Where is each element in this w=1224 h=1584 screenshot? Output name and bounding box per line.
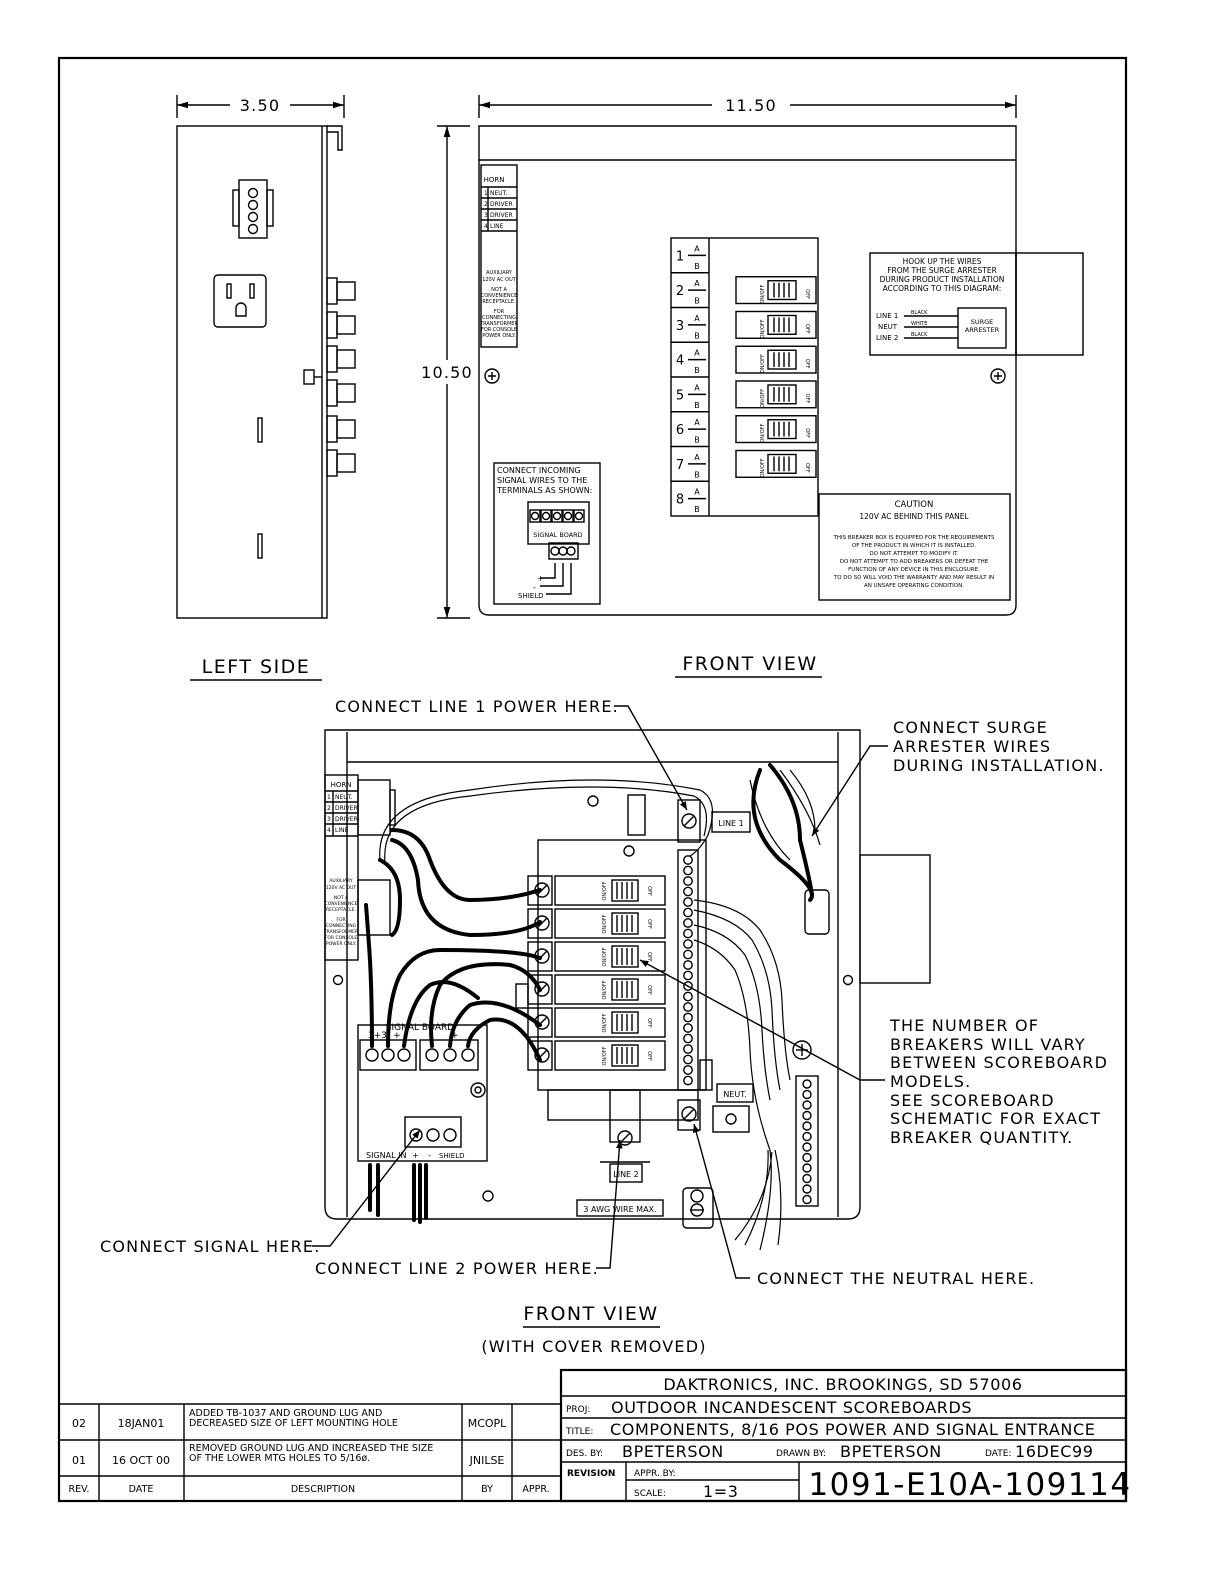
svg-text:DURING INSTALLATION.: DURING INSTALLATION. (893, 756, 1105, 775)
bus-terminal (684, 940, 692, 948)
side-knockouts (327, 278, 355, 476)
svg-text:HOOK UP THE WIRES: HOOK UP THE WIRES (902, 257, 982, 266)
pole-b-label: B (694, 400, 700, 410)
svg-text:NOT A: NOT A (333, 896, 349, 901)
pole-a-label: A (694, 313, 700, 323)
svg-text:120V AC BEHIND THIS PANEL: 120V AC BEHIND THIS PANEL (859, 512, 969, 521)
svg-text:CONNECTING: CONNECTING (325, 924, 357, 929)
ground-terminal (803, 1164, 811, 1172)
callout-line1: CONNECT LINE 1 POWER HERE. (335, 697, 619, 716)
interior-breaker-off-label: OFF (646, 952, 652, 962)
svg-text:TITLE:: TITLE: (566, 1427, 594, 1437)
interior-breaker-frame (516, 795, 750, 1120)
svg-text:FOR: FOR (336, 918, 346, 923)
label-front-view-open: FRONT VIEW (523, 1303, 659, 1325)
svg-text:SHIELD: SHIELD (439, 1152, 465, 1160)
interior-breaker-on-label: ON/OFF (602, 980, 608, 1000)
breaker-position-label: 2 (675, 284, 685, 300)
svg-text:SHIELD: SHIELD (518, 592, 544, 600)
svg-text:CONNECTING: CONNECTING (482, 315, 516, 321)
svg-text:LINE 2: LINE 2 (876, 334, 899, 342)
svg-text:MCOPL: MCOPL (467, 1417, 507, 1430)
bus-terminal (684, 887, 692, 895)
svg-text:CONNECT LINE 2 POWER HERE.: CONNECT LINE 2 POWER HERE. (315, 1259, 599, 1278)
svg-text:BLACK: BLACK (911, 332, 928, 338)
caution-label (819, 494, 1010, 600)
svg-text:3 AWG WIRE MAX.: 3 AWG WIRE MAX. (583, 1205, 657, 1214)
svg-text:FOR CONSOLE: FOR CONSOLE (480, 327, 518, 333)
neutral-bar (678, 1041, 818, 1206)
svg-text:POWER ONLY.: POWER ONLY. (482, 333, 516, 339)
svg-text:1=3: 1=3 (703, 1482, 739, 1501)
svg-text:REMOVED GROUND LUG AND INCREAS: REMOVED GROUND LUG AND INCREASED THE SIZE (189, 1443, 434, 1454)
bus-terminal (684, 961, 692, 969)
svg-text:THE NUMBER OF: THE NUMBER OF (890, 1016, 1040, 1035)
svg-text:120V AC OUT: 120V AC OUT (482, 277, 516, 283)
svg-text:4: 4 (327, 827, 331, 834)
ground-terminal (803, 1122, 811, 1130)
pole-b-label: B (694, 505, 700, 514)
breaker-on-label: ON/OFF (760, 423, 766, 443)
svg-text:120V AC OUT: 120V AC OUT (325, 886, 357, 891)
svg-text:TRANSFORMER: TRANSFORMER (480, 321, 518, 327)
ground-terminal (803, 1196, 811, 1204)
bus-terminal (684, 992, 692, 1000)
svg-text:FOR: FOR (493, 309, 505, 315)
svg-text:APPR.: APPR. (522, 1484, 550, 1495)
svg-text:ACCORDING TO THIS DIAGRAM:: ACCORDING TO THIS DIAGRAM: (882, 284, 1002, 293)
bus-terminal (684, 1024, 692, 1032)
label-front-view: FRONT VIEW (682, 653, 818, 675)
svg-text:MODELS.: MODELS. (890, 1072, 972, 1091)
front-view-cover (421, 94, 1083, 677)
svg-text:LINE 2: LINE 2 (613, 1170, 639, 1179)
left-side-view (177, 94, 355, 680)
svg-text:ADDED TB-1037 AND GROUND LUG A: ADDED TB-1037 AND GROUND LUG AND (189, 1408, 383, 1419)
svg-text:OUTDOOR INCANDESCENT SCOREBOAR: OUTDOOR INCANDESCENT SCOREBOARDS (611, 1398, 973, 1417)
svg-text:18JAN01: 18JAN01 (117, 1417, 165, 1430)
svg-text:FOR CONSOLE: FOR CONSOLE (324, 936, 358, 941)
svg-text:WHITE: WHITE (911, 321, 928, 327)
bus-terminal (684, 929, 692, 937)
svg-text:RECEPTACLE.: RECEPTACLE. (482, 299, 516, 305)
breaker-position-label: 7 (675, 457, 685, 473)
svg-text:CONNECT SIGNAL HERE.: CONNECT SIGNAL HERE. (100, 1237, 321, 1256)
revision-table (59, 1404, 561, 1501)
breaker-on-label: ON/OFF (760, 458, 766, 478)
svg-text:NEUT.: NEUT. (335, 794, 353, 801)
svg-text:DRIVER: DRIVER (490, 212, 513, 219)
svg-text:DECREASED SIZE OF LEFT MOUNTIN: DECREASED SIZE OF LEFT MOUNTING HOLE (189, 1418, 398, 1429)
svg-text:APPR. BY:: APPR. BY: (634, 1469, 676, 1479)
breaker-on-label: ON/OFF (760, 284, 766, 304)
svg-text:3: 3 (484, 212, 488, 219)
pole-a-label: A (694, 487, 700, 497)
svg-text:CAUTION: CAUTION (894, 500, 934, 510)
svg-text:CONVENIENCE: CONVENIENCE (324, 902, 358, 907)
dim-front-width: 11.50 (725, 96, 777, 115)
svg-text:02: 02 (72, 1417, 86, 1430)
svg-text:HORN: HORN (330, 781, 352, 789)
breaker-on-label: ON/OFF (760, 319, 766, 339)
svg-text:CONNECT INCOMING: CONNECT INCOMING (497, 466, 581, 475)
bus-terminal (684, 908, 692, 916)
breaker-position-label: 1 (675, 249, 685, 265)
pole-a-label: A (694, 452, 700, 462)
interior-breaker-off-label: OFF (646, 985, 652, 995)
ground-terminal (803, 1154, 811, 1162)
svg-text:LINE 1: LINE 1 (876, 312, 899, 320)
svg-text:THIS BREAKER BOX IS EQUIPPED F: THIS BREAKER BOX IS EQUIPPED FOR THE REQUIREMENTS (833, 535, 995, 541)
svg-text:2: 2 (484, 201, 488, 208)
svg-text:16DEC99: 16DEC99 (1015, 1442, 1094, 1461)
pole-b-label: B (694, 261, 700, 271)
svg-text:-: - (533, 583, 536, 592)
interior-breaker-off-label: OFF (646, 886, 652, 896)
svg-text:HORN: HORN (483, 176, 505, 184)
svg-text:-: - (428, 1151, 431, 1160)
interior-breaker-on-label: ON/OFF (602, 1013, 608, 1033)
svg-text:SURGE: SURGE (970, 318, 994, 326)
svg-text:RECEPTACLE.: RECEPTACLE. (326, 908, 356, 913)
horn-connector (233, 180, 273, 238)
ground-terminal (803, 1185, 811, 1193)
svg-text:+: + (412, 1151, 419, 1160)
svg-text:1: 1 (484, 190, 488, 197)
svg-text:01: 01 (72, 1454, 86, 1467)
front-view-open (100, 697, 1108, 1356)
svg-text:PROJ:: PROJ: (566, 1405, 591, 1415)
svg-text:DURING PRODUCT INSTALLATION: DURING PRODUCT INSTALLATION (879, 275, 1005, 284)
svg-text:DO NOT ATTEMPT TO MODIFY IT.: DO NOT ATTEMPT TO MODIFY IT. (869, 551, 959, 557)
bus-terminal (684, 877, 692, 885)
svg-text:1: 1 (327, 794, 331, 801)
svg-text:OF THE PRODUCT IN WHICH IT IS: OF THE PRODUCT IN WHICH IT IS INSTALLED. (851, 543, 977, 549)
svg-text:ARRESTER: ARRESTER (964, 326, 1000, 334)
svg-text:BLACK: BLACK (911, 310, 928, 316)
pole-a-label: A (694, 244, 700, 254)
drawing-number: 1091-E10A-109114 (808, 1467, 1132, 1503)
pole-b-label: B (694, 366, 700, 375)
svg-text:SIGNAL BOARD: SIGNAL BOARD (385, 1023, 455, 1033)
svg-text:NEUT.: NEUT. (723, 1090, 747, 1099)
bus-terminal (684, 1003, 692, 1011)
bus-terminal (684, 1066, 692, 1074)
svg-text:SIGNAL WIRES TO THE: SIGNAL WIRES TO THE (497, 476, 588, 485)
svg-text:CONNECT THE NEUTRAL HERE.: CONNECT THE NEUTRAL HERE. (757, 1269, 1036, 1288)
svg-text:SCALE:: SCALE: (634, 1489, 666, 1499)
breaker-position-label: 5 (675, 388, 685, 404)
svg-text:SIGNAL BOARD: SIGNAL BOARD (533, 531, 583, 539)
svg-text:DRAWN BY:: DRAWN BY: (776, 1449, 826, 1459)
svg-text:BETWEEN SCOREBOARD: BETWEEN SCOREBOARD (890, 1053, 1109, 1072)
svg-text:COMPONENTS, 8/16 POS POWER AND: COMPONENTS, 8/16 POS POWER AND SIGNAL ENTRANCE (610, 1420, 1096, 1439)
breaker-off-label: OFF (804, 358, 810, 369)
bus-terminal (684, 898, 692, 906)
pole-a-label: A (694, 279, 700, 289)
bus-terminal (684, 950, 692, 958)
svg-text:DAKTRONICS, INC. BROOKINGS,: DAKTRONICS, INC. BROOKINGS, SD 57006 (663, 1375, 1023, 1394)
svg-text:CONNECT SURGE: CONNECT SURGE (893, 718, 1048, 737)
interior-breaker-on-label: ON/OFF (602, 914, 608, 934)
pole-b-label: B (694, 470, 700, 480)
svg-text:SEE SCOREBOARD: SEE SCOREBOARD (890, 1091, 1055, 1110)
breaker-on-label: ON/OFF (760, 354, 766, 374)
interior-breaker-on-label: ON/OFF (602, 1046, 608, 1066)
interior-breaker-off-label: OFF (646, 1051, 652, 1061)
svg-text:DES. BY:: DES. BY: (566, 1449, 604, 1459)
breaker-position-label: 8 (675, 492, 685, 508)
breaker-on-label: ON/OFF (760, 388, 766, 408)
svg-text:BPETERSON: BPETERSON (622, 1442, 724, 1461)
interior-horn-block (323, 775, 358, 960)
breaker-position-label: 4 (675, 353, 685, 369)
breaker-position-label: 6 (675, 423, 685, 439)
svg-text:DATE:: DATE: (985, 1449, 1012, 1459)
interior-breaker-off-label: OFF (646, 1018, 652, 1028)
svg-text:LINE: LINE (490, 223, 504, 230)
pole-a-label: A (694, 418, 700, 428)
ground-terminal (803, 1091, 811, 1099)
svg-text:FUNCTION OF ANY DEVICE IN THIS: FUNCTION OF ANY DEVICE IN THIS ENCLOSURE. (848, 567, 980, 573)
svg-text:TO DO SO WILL VOID THE WARRANT: TO DO SO WILL VOID THE WARRANTY AND MAY RESULT IN (833, 575, 995, 581)
outlet (214, 275, 266, 327)
line2-lug (577, 1090, 663, 1216)
ground-terminal (803, 1101, 811, 1109)
svg-text:NEUT.: NEUT. (490, 190, 508, 197)
breaker-off-label: OFF (804, 289, 810, 299)
bus-terminal (684, 866, 692, 874)
ground-terminal (803, 1143, 811, 1151)
svg-text:OF THE LOWER MTG HOLES TO 5/16: OF THE LOWER MTG HOLES TO 5/16ø. (189, 1453, 371, 1464)
dim-side-width: 3.50 (239, 96, 281, 115)
svg-text:SCHEMATIC FOR EXACT: SCHEMATIC FOR EXACT (890, 1109, 1102, 1128)
svg-text:+: + (451, 1031, 459, 1041)
ground-terminal (803, 1175, 811, 1183)
breaker-off-label: OFF (804, 463, 810, 473)
svg-text:3: 3 (327, 816, 331, 823)
svg-text:JNILSE: JNILSE (469, 1454, 505, 1467)
label-left-side: LEFT SIDE (201, 656, 311, 678)
pole-a-label: A (694, 348, 700, 358)
bus-terminal (684, 1076, 692, 1084)
pole-b-label: B (694, 331, 700, 341)
svg-text:BREAKER QUANTITY.: BREAKER QUANTITY. (890, 1128, 1074, 1147)
svg-text:NEUT: NEUT (878, 323, 898, 331)
breaker-position-label: 3 (675, 318, 685, 334)
ground-terminal (803, 1133, 811, 1141)
surge-note (870, 253, 1016, 355)
svg-text:TRANSFORMER: TRANSFORMER (323, 930, 359, 935)
signal-note (494, 463, 600, 604)
svg-text:DRIVER: DRIVER (335, 816, 358, 823)
svg-text:2: 2 (327, 805, 331, 812)
breaker-off-label: OFF (804, 428, 810, 438)
breaker-off-label: OFF (804, 393, 810, 404)
svg-text:DO NOT ATTEMPT TO ADD BREAKERS: DO NOT ATTEMPT TO ADD BREAKERS OR DEFEAT THE (839, 559, 989, 565)
svg-text:DESCRIPTION: DESCRIPTION (290, 1484, 356, 1495)
interior-breaker-off-label: OFF (646, 919, 652, 929)
svg-text:NOT A: NOT A (491, 287, 507, 293)
svg-text:BREAKERS WILL VARY: BREAKERS WILL VARY (890, 1035, 1086, 1054)
breaker-column (671, 238, 818, 516)
ground-terminal (803, 1112, 811, 1120)
bus-terminal (684, 1045, 692, 1053)
interior-breaker-on-label: ON/OFF (602, 881, 608, 901)
interior-breaker-on-label: ON/OFF (602, 947, 608, 967)
bus-terminal (684, 1055, 692, 1063)
pole-b-label: B (694, 435, 700, 445)
bus-terminal (684, 919, 692, 927)
title-block (561, 1370, 1132, 1503)
horn-label-block (479, 165, 518, 347)
svg-text:LINE 1: LINE 1 (718, 819, 744, 828)
svg-text:DRIVER: DRIVER (335, 805, 358, 812)
svg-text:16 OCT 00: 16 OCT 00 (111, 1454, 171, 1467)
bus-terminal (684, 971, 692, 979)
svg-text:AN UNSAFE OPERATING CONDITION.: AN UNSAFE OPERATING CONDITION. (864, 583, 964, 589)
svg-text:FROM THE SURGE ARRESTER: FROM THE SURGE ARRESTER (887, 266, 997, 275)
svg-text:LINE: LINE (335, 827, 349, 834)
bus-terminal (684, 1034, 692, 1042)
svg-text:SIGNAL IN: SIGNAL IN (366, 1151, 407, 1160)
label-cover-removed: (WITH COVER REMOVED) (481, 1337, 707, 1356)
svg-text:BPETERSON: BPETERSON (840, 1442, 942, 1461)
breaker-off-label: OFF (804, 324, 810, 334)
svg-text:REV.: REV. (68, 1484, 90, 1495)
svg-text:+: + (537, 574, 544, 583)
pole-b-label: B (694, 296, 700, 306)
svg-text:ARRESTER WIRES: ARRESTER WIRES (893, 737, 1052, 756)
svg-text:REVISION: REVISION (567, 1469, 616, 1479)
bus-terminal (684, 1013, 692, 1021)
svg-text:3+3- +: 3+3- + (368, 1031, 401, 1041)
svg-text:DATE: DATE (128, 1484, 154, 1495)
svg-text:AUXILIARY: AUXILIARY (486, 270, 512, 276)
svg-text:TERMINALS AS SHOWN:: TERMINALS AS SHOWN: (497, 486, 593, 495)
ground-terminal (803, 1080, 811, 1088)
svg-text:AUXILIARY: AUXILIARY (329, 879, 353, 884)
bus-terminal (684, 856, 692, 864)
svg-text:CONVENIENCE: CONVENIENCE (480, 293, 518, 299)
pole-a-label: A (694, 383, 700, 393)
dim-height: 10.50 (421, 363, 473, 382)
svg-text:BY: BY (481, 1484, 493, 1495)
svg-text:DRIVER: DRIVER (490, 201, 513, 208)
svg-text:4: 4 (484, 223, 488, 230)
svg-text:POWER ONLY.: POWER ONLY. (325, 942, 357, 947)
